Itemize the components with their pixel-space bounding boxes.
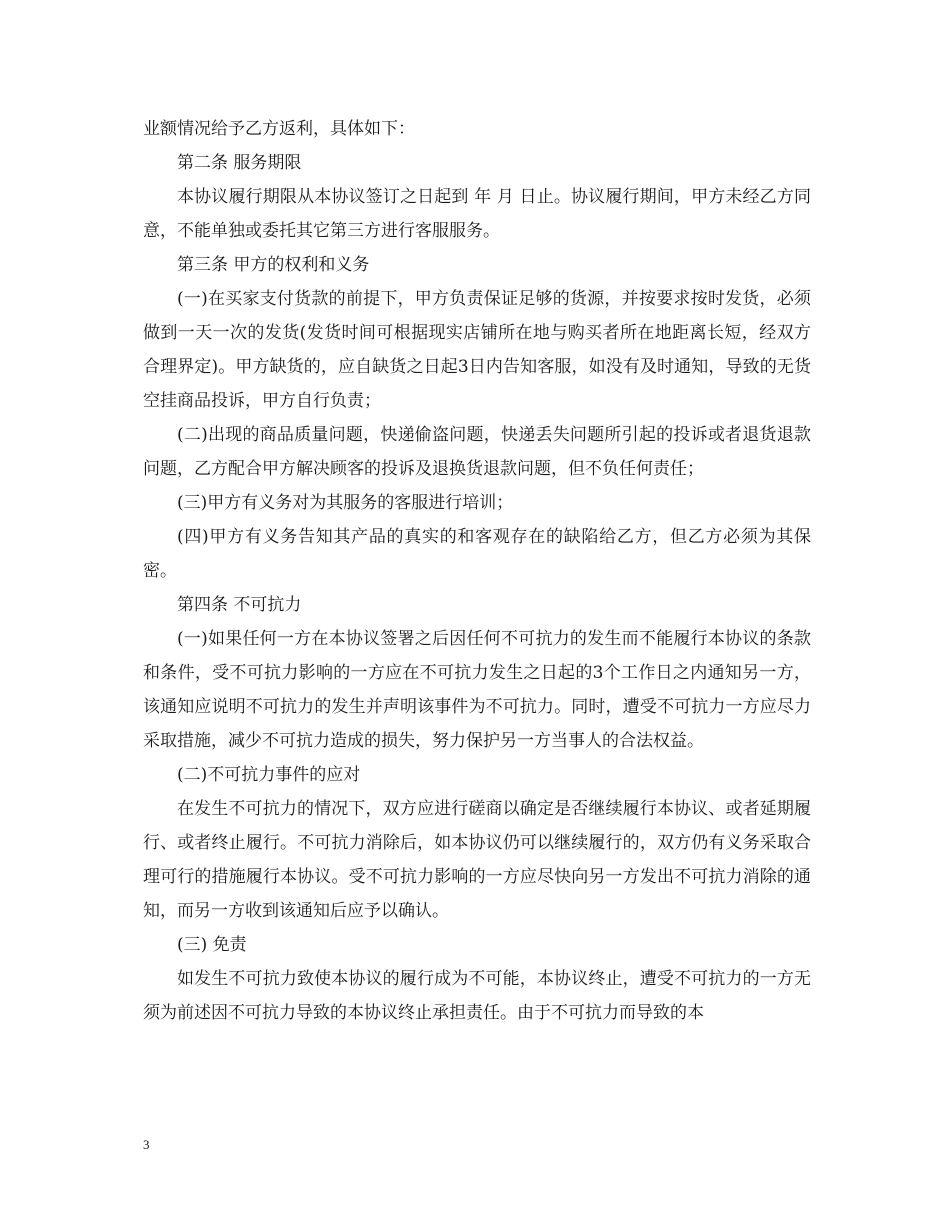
subheading-force-majeure-response: (二)不可抗力事件的应对: [177, 765, 361, 785]
paragraph-party-a-clause-2: (二)出现的商品质量问题，快递偷盗问题，快递丢失问题所引起的投诉或者退货退款问题，乙方配合甲方解决顾客的投诉及退换货退款问题，但不负任何责任；: [143, 425, 811, 479]
subheading-exemption: (三) 免责: [177, 935, 247, 955]
paragraph-force-majeure-clause-1: (一)如果任何一方在本协议签署之后因任何不可抗力的发生而不能履行本协议的条款和条件，受不可抗力影响的一方应在不可抗力发生之日起的3个工作日之内通知另一方，该通知应说明不可抗力的发生并声明该事件为不可抗力。同时，遭受不可抗力一方应尽力采取措施，减少不可抗力造成的损失，努力保护另一方当事人的合法权益。: [143, 629, 811, 751]
paragraph-party-a-clause-3: (三)甲方有义务对为其服务的客服进行培训；: [177, 493, 514, 513]
paragraph-party-a-clause-4: (四)甲方有义务告知其产品的真实的和客观存在的缺陷给乙方，但乙方必须为其保密。: [143, 527, 811, 581]
heading-article-4: 第四条 不可抗力: [177, 595, 302, 615]
paragraph-service-term: 本协议履行期限从本协议签订之日起到 年 月 日止。协议履行期间，甲方未经乙方同意，不能单独或委托其它第三方进行客服服务。: [143, 187, 811, 241]
heading-article-2: 第二条 服务期限: [177, 153, 302, 173]
heading-article-3: 第三条 甲方的权利和义务: [177, 255, 370, 275]
paragraph-exemption: 如发生不可抗力致使本协议的履行成为不可能，本协议终止，遭受不可抗力的一方无须为前述因不可抗力导致的本协议终止承担责任。由于不可抗力而导致的本: [143, 969, 811, 1023]
page-number: 3: [143, 1137, 150, 1152]
paragraph-party-a-clause-1: (一)在买家支付货款的前提下，甲方负责保证足够的货源，并按要求按时发货，必须做到一天一次的发货(发货时间可根据现实店铺所在地与购买者所在地距离长短，经双方合理界定)。甲方缺货的，应自缺货之日起3日内告知客服，如没有及时通知，导致的无货空挂商品投诉，甲方自行负责；: [143, 289, 811, 411]
paragraph-rebate-continuation: 业额情况给予乙方返利，具体如下：: [143, 119, 415, 139]
document-body: [143, 112, 811, 1030]
paragraph-force-majeure-response: 在发生不可抗力的情况下，双方应进行磋商以确定是否继续履行本协议、或者延期履行、或者终止履行。不可抗力消除后，如本协议仍可以继续履行的，双方仍有义务采取合理可行的措施履行本协议。受不可抗力影响的一方应尽快向另一方发出不可抗力消除的通知，而另一方收到该通知后应予以确认。: [143, 799, 811, 921]
